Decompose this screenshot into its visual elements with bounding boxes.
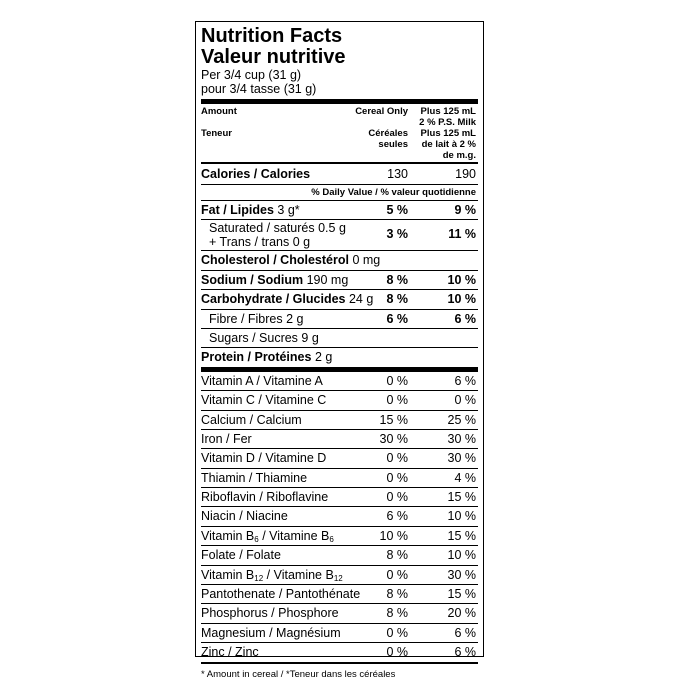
vitamin-b12-sub-b: 12 — [333, 573, 343, 583]
niacin-row — [201, 507, 478, 526]
thiamin-milk: 4 % — [454, 470, 476, 485]
vitamin-b12-label-a: Vitamin B — [201, 567, 255, 582]
title-en: Nutrition Facts — [201, 25, 343, 47]
protein-row — [201, 348, 478, 366]
magnesium-milk: 6 % — [454, 625, 476, 640]
zinc-milk: 6 % — [454, 645, 476, 660]
iron-row — [201, 430, 478, 449]
fat-row — [201, 201, 478, 220]
sodium-cereal: 8 % — [386, 272, 408, 287]
column-milk-1: Plus 125 mL — [420, 106, 476, 117]
serving-size-fr: pour 3/4 tasse (31 g) — [201, 82, 317, 96]
vitamin-a-cereal: 0 % — [386, 373, 408, 388]
vitamin-c-row — [201, 391, 478, 410]
calcium-row — [201, 411, 478, 430]
carbohydrate-cereal: 8 % — [386, 292, 408, 307]
vitamin-a-row — [201, 372, 478, 391]
column-milk-4: de lait à 2 % — [421, 139, 476, 150]
calcium-label: Calcium / Calcium — [201, 412, 302, 427]
pantothenate-cereal: 8 % — [386, 587, 408, 602]
fibre-milk: 6 % — [454, 311, 476, 326]
thiamin-row — [201, 469, 478, 488]
pantothenate-milk: 15 % — [447, 587, 476, 602]
niacin-milk: 10 % — [447, 509, 476, 524]
vitamin-d-row — [201, 449, 478, 468]
phosphorus-milk: 20 % — [447, 606, 476, 621]
column-header — [201, 104, 478, 162]
vitamin-b12-sub-a: 12 — [254, 573, 264, 583]
sugars-row — [201, 329, 478, 348]
saturated-milk: 11 % — [448, 227, 476, 242]
cholesterol-amount: 0 mg — [352, 253, 381, 268]
fibre-row — [201, 310, 478, 329]
carbohydrate-label: Carbohydrate / Glucides — [201, 292, 346, 307]
sodium-label: Sodium / Sodium — [201, 272, 304, 287]
fat-cereal: 5 % — [386, 203, 408, 217]
pantothenate-label: Pantothenate / Pantothénate — [201, 587, 361, 602]
zinc-cereal: 0 % — [386, 645, 408, 660]
folate-row — [201, 546, 478, 565]
column-cereal-fr-2: seules — [378, 139, 408, 150]
carbohydrate-amount: 24 g — [348, 292, 374, 307]
fat-amount: 3 g* — [277, 203, 300, 217]
column-milk-2: 2 % P.S. Milk — [419, 117, 476, 128]
sodium-milk: 10 % — [447, 272, 476, 287]
folate-cereal: 8 % — [386, 548, 408, 563]
vitamin-b6-label — [201, 527, 334, 545]
trans-label: + Trans / trans 0 g — [209, 234, 311, 249]
thiamin-cereal: 0 % — [386, 470, 408, 485]
vitamin-b12-label-b: / Vitamine B — [263, 567, 334, 582]
carbohydrate-milk: 10 % — [447, 292, 476, 307]
calcium-cereal: 15 % — [379, 412, 408, 427]
calories-row — [201, 164, 478, 185]
saturated-cereal: 3 % — [386, 227, 408, 242]
amount-label-en: Amount — [201, 106, 237, 117]
column-milk-5: de m.g. — [442, 150, 476, 161]
folate-milk: 10 % — [447, 548, 476, 563]
vitamin-b12-milk: 30 % — [447, 567, 476, 582]
vitamin-c-label: Vitamin C / Vitamine C — [201, 393, 327, 408]
daily-value-header: % Daily Value / % valeur quotidienne — [201, 185, 478, 201]
pantothenate-row — [201, 585, 478, 604]
niacin-cereal: 6 % — [386, 509, 408, 524]
calories-milk: 190 — [455, 167, 476, 181]
column-cereal-en: Cereal Only — [355, 106, 408, 117]
vitamin-b6-sub-a: 6 — [254, 534, 259, 544]
vitamin-b6-label-a: Vitamin B — [201, 528, 255, 543]
fibre-label: Fibre / Fibres 2 g — [209, 311, 304, 326]
niacin-label: Niacin / Niacine — [201, 509, 288, 524]
amount-label-fr: Teneur — [201, 128, 232, 139]
vitamin-b6-row — [201, 527, 478, 546]
iron-cereal: 30 % — [379, 431, 408, 446]
serving-size-en: Per 3/4 cup (31 g) — [201, 68, 302, 82]
vitamin-c-cereal: 0 % — [386, 393, 408, 408]
calories-cereal: 130 — [387, 167, 408, 181]
vitamin-a-milk: 6 % — [454, 373, 476, 388]
vitamin-b12-cereal: 0 % — [386, 567, 408, 582]
riboflavin-row — [201, 488, 478, 507]
column-milk-3: Plus 125 mL — [420, 128, 476, 139]
folate-label: Folate / Folate — [201, 548, 281, 563]
iron-label: Iron / Fer — [201, 431, 252, 446]
iron-milk: 30 % — [447, 431, 476, 446]
vitamin-b12-label — [201, 566, 343, 584]
vitamin-c-milk: 0 % — [454, 393, 476, 408]
riboflavin-label: Riboflavin / Riboflavine — [201, 490, 329, 505]
calories-label: Calories / Calories — [201, 167, 311, 181]
carbohydrate-row — [201, 290, 478, 309]
saturated-label: Saturated / saturés 0.5 g — [209, 221, 346, 236]
vitamin-a-label: Vitamin A / Vitamine A — [201, 373, 323, 388]
footnote: * Amount in cereal / *Teneur dans les céréales — [201, 662, 478, 682]
saturated-row — [201, 220, 478, 251]
sodium-row — [201, 271, 478, 290]
phosphorus-row — [201, 604, 478, 623]
sugars-label: Sugars / Sucres 9 g — [209, 330, 319, 345]
phosphorus-cereal: 8 % — [386, 606, 408, 621]
vitamin-d-cereal: 0 % — [386, 451, 408, 466]
vitamin-b6-cereal: 10 % — [379, 528, 408, 543]
vitamin-b6-sub-b: 6 — [329, 534, 334, 544]
cholesterol-row — [201, 251, 478, 270]
vitamin-b6-milk: 15 % — [447, 528, 476, 543]
protein-label: Protein / Protéines — [201, 350, 312, 365]
riboflavin-milk: 15 % — [447, 490, 476, 505]
vitamin-d-milk: 30 % — [447, 451, 476, 466]
cholesterol-label: Cholesterol / Cholestérol — [201, 253, 349, 268]
fat-milk: 9 % — [454, 203, 476, 217]
zinc-label: Zinc / Zinc — [201, 645, 259, 660]
vitamin-d-label: Vitamin D / Vitamine D — [201, 451, 327, 466]
fibre-cereal: 6 % — [386, 311, 408, 326]
nutrition-facts-panel — [195, 21, 484, 680]
phosphorus-label: Phosphorus / Phosphore — [201, 606, 339, 621]
riboflavin-cereal: 0 % — [386, 490, 408, 505]
magnesium-label: Magnesium / Magnésium — [201, 625, 341, 640]
vitamin-b12-row — [201, 566, 478, 585]
vitamin-b6-label-b: / Vitamine B — [258, 528, 330, 543]
protein-amount: 2 g — [314, 350, 333, 365]
magnesium-cereal: 0 % — [386, 625, 408, 640]
thiamin-label: Thiamin / Thiamine — [201, 470, 308, 485]
title-fr: Valeur nutritive — [201, 46, 346, 68]
fat-label: Fat / Lipides — [201, 203, 274, 217]
zinc-row — [201, 643, 478, 661]
magnesium-row — [201, 624, 478, 643]
sodium-amount: 190 mg — [306, 272, 349, 287]
column-cereal-fr-1: Céréales — [368, 128, 408, 139]
calcium-milk: 25 % — [447, 412, 476, 427]
